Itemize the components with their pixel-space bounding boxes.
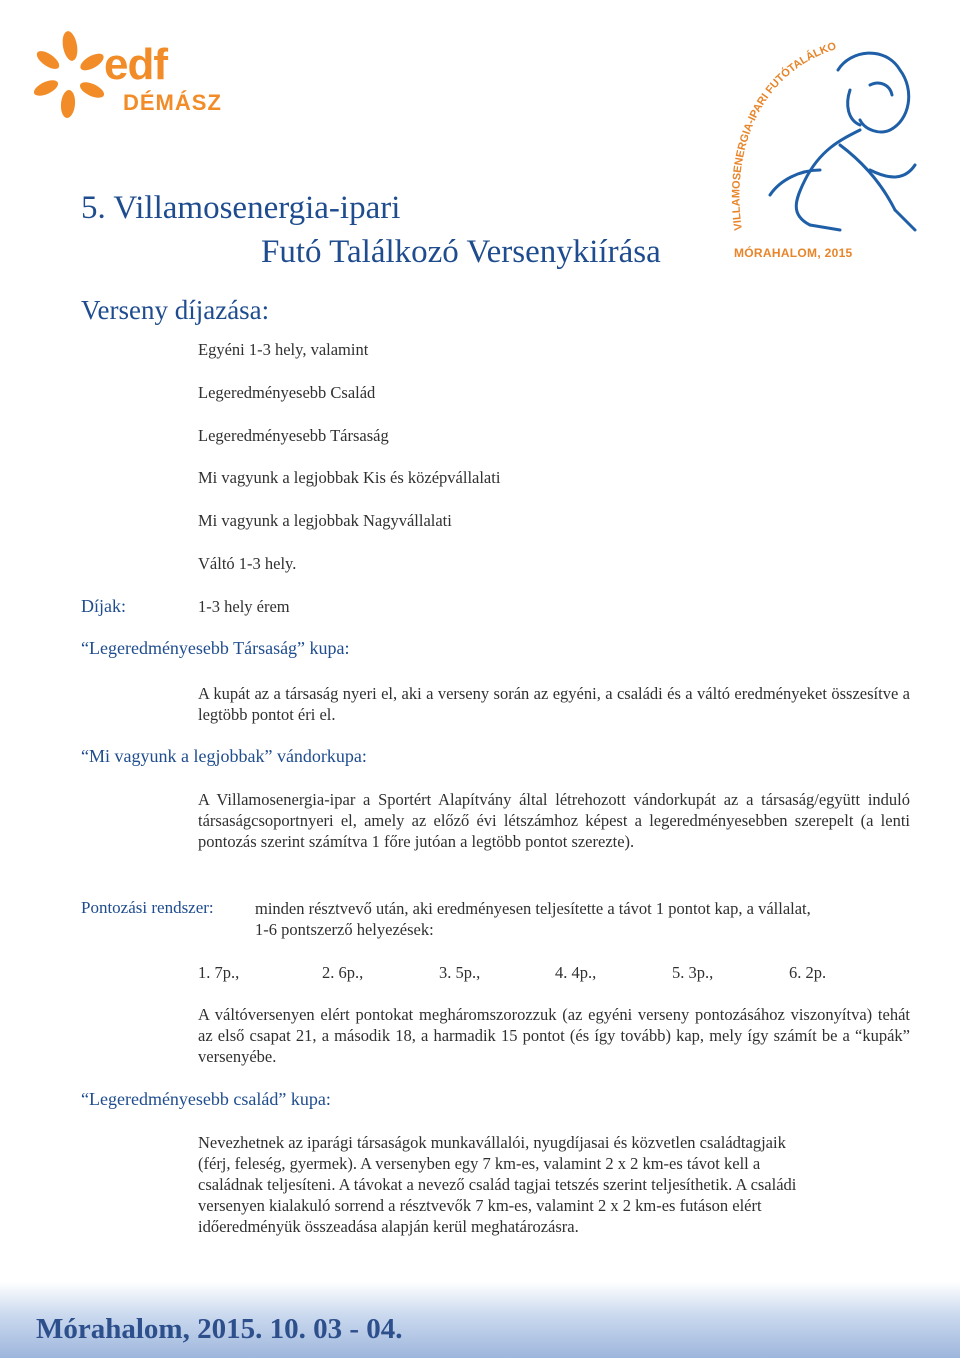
- footer-location-date: Mórahalom, 2015. 10. 03 - 04.: [36, 1313, 403, 1345]
- runner-emblem-icon: [720, 30, 935, 245]
- prize-item: Legeredményesebb Család: [198, 383, 376, 402]
- prize-item: Mi vagyunk a legjobbak Kis és középvállalati: [198, 468, 501, 487]
- emblem-arc-text: VILLAMOSENERGIA-IPARI FUTÓTALÁLKO: [730, 40, 838, 232]
- points-item: 1. 7p.,: [198, 963, 240, 982]
- demasz-logo-text: DÉMÁSZ: [123, 90, 222, 115]
- csalad-cup-line: versenyen kialakuló sorrend a résztvevők 7 km-es, valamint 2 x 2 km-es futáson elért: [198, 1196, 762, 1215]
- pontozas-line2: 1-6 pontszerző helyezések:: [255, 920, 434, 939]
- points-item: 2. 6p.,: [322, 963, 364, 982]
- edf-logo: [30, 28, 230, 128]
- prize-item: Egyéni 1-3 hely, valamint: [198, 340, 369, 359]
- csalad-cup-line: családnak teljesíteni. A távokat a nevező család tagjai tetszés szerint teljesíthetik. A családi: [198, 1175, 797, 1194]
- edf-logo-text: edf: [104, 40, 167, 89]
- page-title-line1: 5. Villamosenergia-ipari: [81, 190, 401, 226]
- prize-item: Váltó 1-3 hely.: [198, 554, 297, 573]
- event-emblem: [720, 30, 935, 275]
- edf-flower-icon: [30, 28, 110, 128]
- legjobbak-cup-heading: “Mi vagyunk a legjobbak” vándorkupa:: [81, 746, 367, 766]
- emblem-place-year: MÓRAHALOM, 2015: [734, 246, 853, 260]
- dijak-value: 1-3 hely érem: [198, 597, 290, 616]
- points-item: 4. 4p.,: [555, 963, 597, 982]
- page-title-line2: Futó Találkozó Versenykiírása: [261, 234, 661, 270]
- points-item: 3. 5p.,: [439, 963, 481, 982]
- dijak-label: Díjak:: [81, 596, 126, 616]
- prize-item: Legeredményesebb Társaság: [198, 426, 389, 445]
- points-item: 6. 2p.: [789, 963, 827, 982]
- csalad-cup-line: időeredményük összeadása alapján kerül meghatározásra.: [198, 1217, 579, 1236]
- pontozas-label: Pontozási rendszer:: [81, 898, 214, 917]
- legjobbak-cup-text: A Villamosenergia-ipar a Sportért Alapítvány által létrehozott vándorkupát az a társaság/együtt induló társaságcsoportnyeri el, amely az előző évi létszámhoz képest a legeredményesebben szerepelt (a lenti pontozás szerint számítva 1 főre jutóan a legtöbb pontot szerezte).: [198, 790, 910, 851]
- csalad-cup-line: Nevezhetnek az iparági társaságok munkavállalói, nyugdíjasai és közvetlen családtagjaik: [198, 1133, 786, 1152]
- relay-text: A váltóversenyen elért pontokat megháromszorozzuk (az egyéni verseny pontozásához viszonyítva) tehát az első csapat 21, a második 18, a harmadik 15 pontot (és így tovább) kap, mely így számít be a “kupák” versenyébe.: [198, 1005, 910, 1066]
- csalad-cup-heading: “Legeredményesebb család” kupa:: [81, 1089, 331, 1109]
- csalad-cup-line: (férj, feleség, gyermek). A versenyben egy 7 km-es, valamint 2 x 2 km-es távot kell a: [198, 1154, 761, 1173]
- tarsasag-cup-heading: “Legeredményesebb Társaság” kupa:: [81, 638, 350, 658]
- prize-item: Mi vagyunk a legjobbak Nagyvállalati: [198, 511, 452, 530]
- points-item: 5. 3p.,: [672, 963, 714, 982]
- section-title: Verseny díjazása:: [81, 295, 270, 325]
- pontozas-line1: minden résztvevő után, aki eredményesen teljesítette a távot 1 pontot kap, a vállalat,: [255, 899, 811, 918]
- tarsasag-cup-text: A kupát az a társaság nyeri el, aki a verseny során az egyéni, a családi és a váltó eredményeket összesítve a legtöbb pontot éri el.: [198, 684, 910, 724]
